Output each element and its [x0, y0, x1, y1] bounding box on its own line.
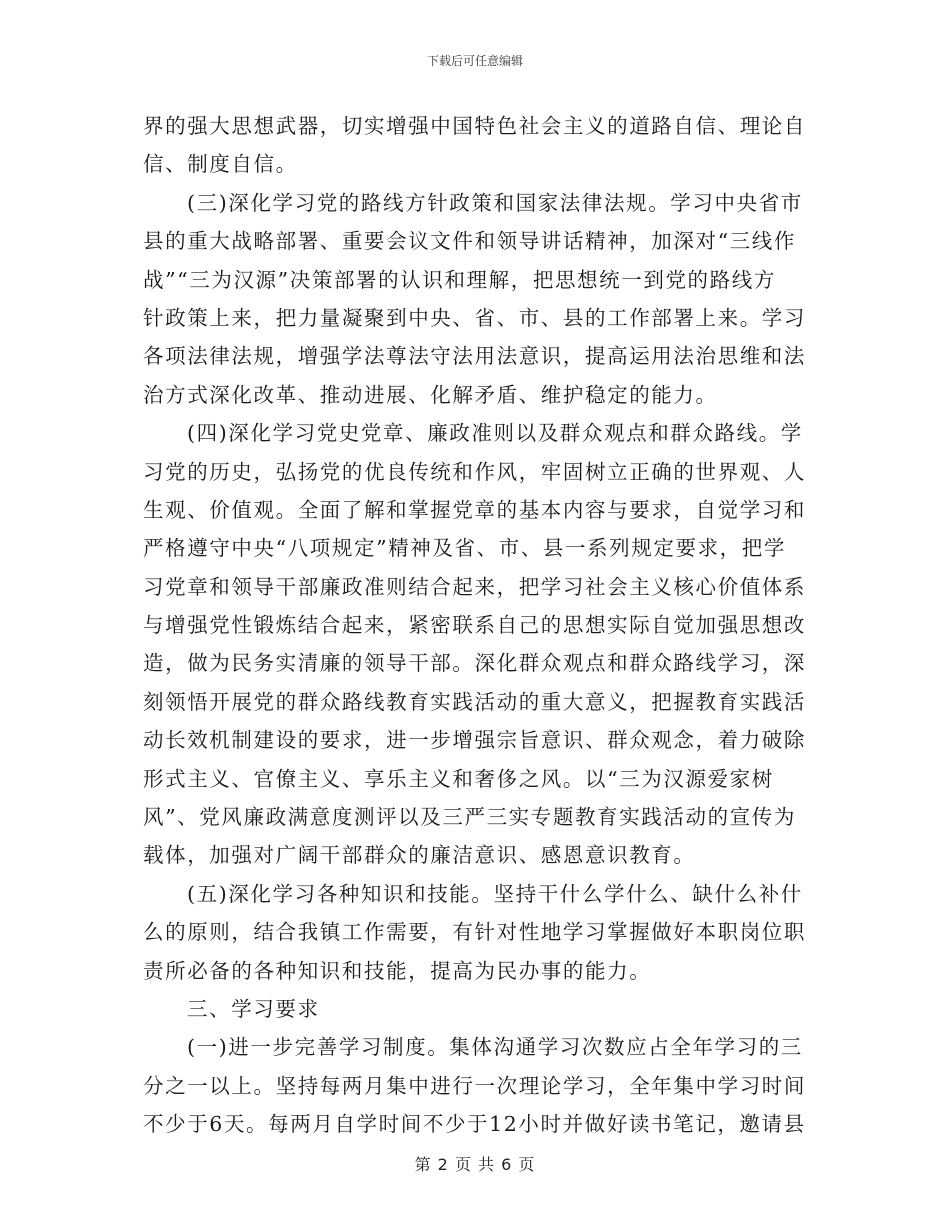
text-line: 刻领悟开展党的群众路线教育实践活动的重大意义，把握教育实践活: [143, 689, 806, 714]
text-line: 形式主义、官僚主义、享乐主义和奢侈之风。以“三为汉源爱家树: [143, 766, 774, 791]
text-line: 造，做为民务实清廉的领导干部。深化群众观点和群众路线学习，深: [143, 651, 806, 676]
paragraph-start-line: (五)深化学习各种知识和技能。坚持干什么学什么、缺什么补什: [187, 881, 803, 906]
text-line: 针政策上来，把力量凝聚到中央、省、市、县的工作部署上来。学习: [143, 305, 806, 330]
paragraph-start-line: (四)深化学习党史党章、廉政准则以及群众观点和群众路线。学: [187, 421, 803, 446]
text-line: 县的重大战略部署、重要会议文件和领导讲话精神，加深对“三线作: [143, 229, 796, 254]
text-line: 治方式深化改革、推动进展、化解矛盾、维护稳定的能力。: [143, 382, 718, 407]
text-line: 载体，加强对广阔干部群众的廉洁意识、感恩意识教育。: [143, 843, 696, 868]
text-line: 习党的历史，弘扬党的优良传统和作风，牢固树立正确的世界观、人: [143, 459, 806, 484]
body-text: [143, 107, 807, 1144]
section-heading: 三、学习要求: [187, 996, 320, 1021]
text-line: 各项法律法规，增强学法尊法守法用法意识，提高运用法治思维和法: [143, 344, 806, 369]
text-line: 么的原则，结合我镇工作需要，有针对性地学习掌握做好本职岗位职: [143, 920, 806, 945]
paragraph-start-line: (一)进一步完善学习制度。集体沟通学习次数应占全年学习的三: [187, 1035, 803, 1060]
text-line: 分之一以上。坚持每两月集中进行一次理论学习，全年集中学习时间: [143, 1073, 806, 1098]
text-line: 责所必备的各种知识和技能，提高为民办事的能力。: [143, 958, 652, 983]
text-line: 不少于6天。每两月自学时间不少于12小时并做好读书笔记，邀请县: [143, 1112, 806, 1137]
text-line: 界的强大思想武器，切实增强中国特色社会主义的道路自信、理论自: [143, 114, 806, 138]
text-line: 风”、党风廉政满意度测评以及三严三实专题教育实践活动的宣传为: [143, 805, 796, 830]
text-line: 战”“三为汉源”决策部署的认识和理解，把思想统一到党的路线方: [143, 267, 776, 292]
text-line: 与增强党性锻炼结合起来，紧密联系自己的思想实际自觉加强思想改: [143, 613, 806, 638]
paragraph-start-line: (三)深化学习党的路线方针政策和国家法律法规。学习中央省市: [187, 190, 803, 215]
text-line: 动长效机制建设的要求，进一步增强宗旨意识、群众观念，着力破除: [143, 728, 806, 753]
text-line: 习党章和领导干部廉政准则结合起来，把学习社会主义核心价值体系: [143, 574, 806, 599]
header-note: 下载后可任意编辑: [426, 54, 523, 68]
text-line: 生观、价值观。全面了解和掌握党章的基本内容与要求，自觉学习和: [143, 497, 806, 522]
text-line: 严格遵守中央“八项规定”精神及省、市、县一系列规定要求，把学: [143, 536, 786, 561]
text-line: 信、制度自信。: [143, 152, 298, 177]
page-number-footer: 第 2 页 共 6 页: [414, 1155, 536, 1174]
